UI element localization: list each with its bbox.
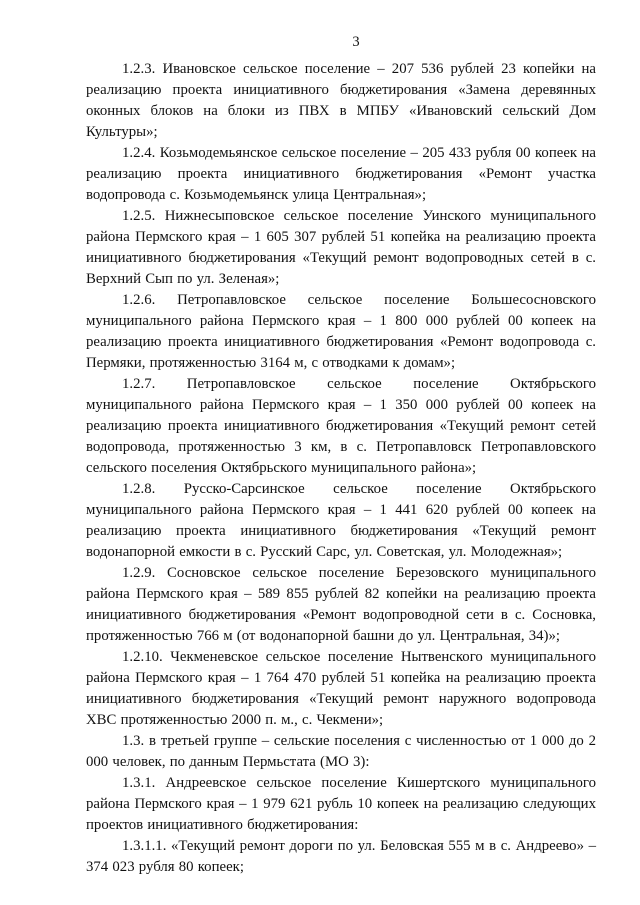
paragraph-1-2-7: 1.2.7. Петропавловское сельское поселение Октябрьского муниципального района Пермского края – 1 350 000 рублей 00 копеек на реализацию проекта инициативного бюджетирования «Текущий ремонт сетей водопровода, протяженностью 3 км, в с. Петропавловск Петропавловского сельского поселения Октябрьского муниципального района»; xyxy=(86,376,596,476)
paragraph-1-2-4: 1.2.4. Козьмодемьянское сельское поселение – 205 433 рубля 00 копеек на реализацию проекта инициативного бюджетирования «Ремонт участка водопровода с. Козьмодемьянск улица Центральная»; xyxy=(86,145,596,203)
document-body xyxy=(86,59,596,878)
page-number: 3 xyxy=(352,34,360,50)
paragraph-1-3-1: 1.3.1. Андреевское сельское поселение Кишертского муниципального района Пермского края – 1 979 621 рубль 10 копеек на реализацию следующих проектов инициативного бюджетирования: xyxy=(86,775,596,833)
paragraph-1-2-5: 1.2.5. Нижнесыповское сельское поселение Уинского муниципального района Пермского края – 1 605 307 рублей 51 копейка на реализацию проекта инициативного бюджетирования «Текущий ремонт водопроводных сетей в с. Верхний Сып по ул. Зеленая»; xyxy=(86,208,596,287)
paragraph-1-3-1-1: 1.3.1.1. «Текущий ремонт дороги по ул. Беловская 555 м в с. Андреево» – 374 023 рубля 80 копеек; xyxy=(86,838,596,875)
paragraph-1-3: 1.3. в третьей группе – сельские поселения с численностью от 1 000 до 2 000 человек, по данным Пермьстата (МО 3): xyxy=(86,733,596,770)
paragraph-1-2-10: 1.2.10. Чекменевское сельское поселение Нытвенского муниципального района Пермского края – 1 764 470 рублей 51 копейка на реализацию проекта инициативного бюджетирования «Текущий ремонт наружного водопровода ХВС протяженностью 2000 п. м., с. Чекмени»; xyxy=(86,649,596,728)
paragraph-1-2-9: 1.2.9. Сосновское сельское поселение Березовского муниципального района Пермского края – 589 855 рублей 82 копейки на реализацию проекта инициативного бюджетирования «Ремонт водопроводной сети в с. Сосновка, протяженностью 766 м (от водонапорной башни до ул. Центральная, 34)»; xyxy=(86,565,596,644)
paragraph-1-2-8: 1.2.8. Русско-Сарсинское сельское поселение Октябрьского муниципального района Пермского края – 1 441 620 рублей 00 копеек на реализацию проекта инициативного бюджетирования «Текущий ремонт водонапорной емкости в с. Русский Сарс, ул. Советская, ул. Молодежная»; xyxy=(86,481,596,560)
paragraph-1-2-3: 1.2.3. Ивановское сельское поселение – 207 536 рублей 23 копейки на реализацию проекта инициативного бюджетирования «Замена деревянных оконных блоков на блоки из ПВХ в МПБУ «Ивановский сельский Дом Культуры»; xyxy=(86,61,596,140)
paragraph-1-2-6: 1.2.6. Петропавловское сельское поселение Большесосновского муниципального района Пермского края – 1 800 000 рублей 00 копеек на реализацию проекта инициативного бюджетирования «Ремонт водопровода с. Пермяки, протяженностью 3164 м, с отводками к домам»; xyxy=(86,292,596,371)
